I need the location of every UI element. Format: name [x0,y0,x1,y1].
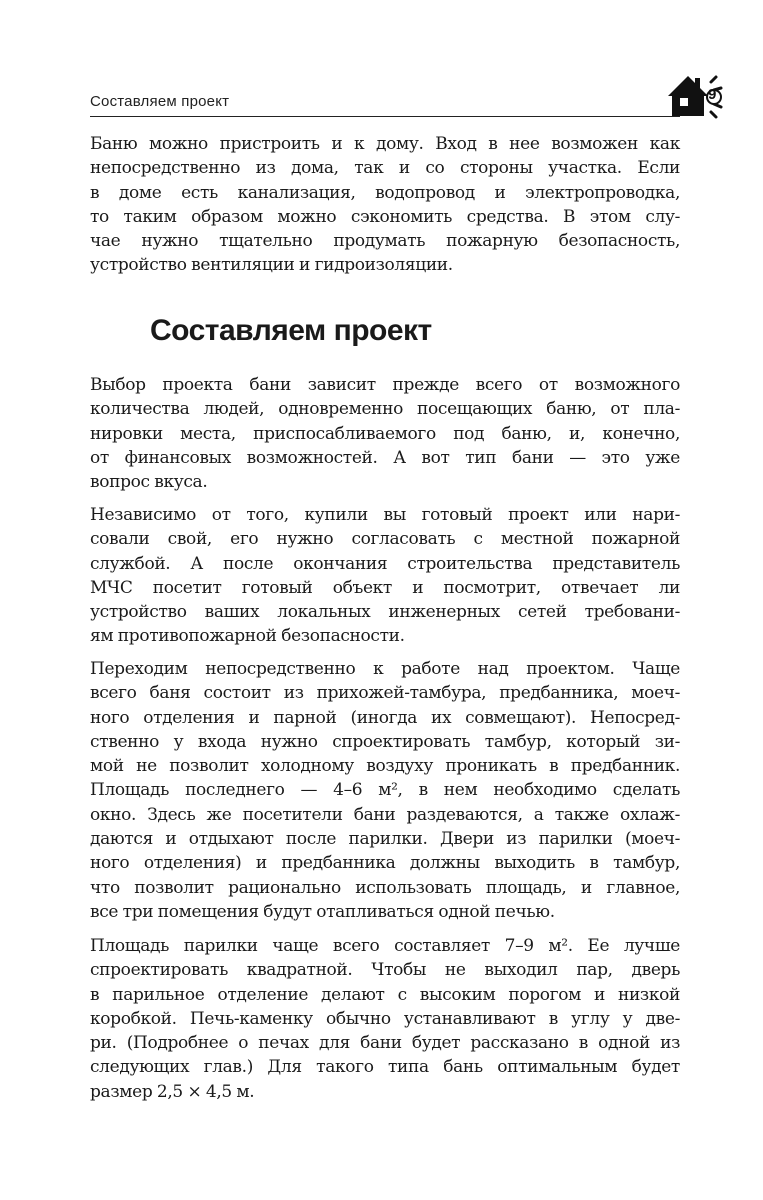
text-line: все три помещения будут отапливаться одной печью. [90,901,555,922]
section-paragraph-1 [90,373,680,494]
text-line: ного отделения) и предбанника должны выходить в тамбур, [90,853,680,874]
text-line: ям противопожарной безопасности. [90,626,405,647]
text-line: ри. (Подробнее о печах для бани будет рассказано в одной из [90,1033,680,1054]
text-line: непосредственно из дома, так и со стороны участка. Если [90,158,680,179]
text-line: в доме есть канализация, водопровод и электропроводка, [90,182,680,203]
text-line: спроектировать квадратной. Чтобы не выходил пар, дверь [90,960,680,981]
section-paragraph-2 [90,503,680,649]
text-line: ного отделения и парной (иногда их совмещают). Непосред- [90,707,680,728]
text-line: Площадь парилки чаще всего составляет 7–9 м². Ее лучше [90,936,680,956]
page-number: 9 [708,86,717,103]
text-line: то таким образом можно сэкономить средства. В этом слу- [90,206,680,227]
text-line: следующих глав.) Для такого типа бань оптимальным будет [90,1057,680,1078]
text-line: окно. Здесь же посетители бани раздеваются, а также охлаж- [90,804,680,825]
text-line: количества людей, одновременно посещающих баню, от пла- [90,399,680,420]
running-head-title: Составляем проект [90,93,230,110]
text-line: от финансовых возможностей. А вот тип бани — это уже [90,447,680,468]
text-line: устройство вентиляции и гидроизоляции. [90,255,453,276]
text-line: Баню можно пристроить и к дому. Вход в нее возможен как [90,134,680,154]
text-line: что позволит рационально использовать площадь, и главное, [90,877,680,898]
text-line: ственно у входа нужно спроектировать тамбур, который зи- [90,731,680,752]
text-line: всего баня состоит из прихожей-тамбура, предбанника, моеч- [90,683,680,704]
text-line: Площадь последнего — 4–6 м², в нем необходимо сделать [90,780,680,801]
text-line: размер 2,5 × 4,5 м. [90,1081,255,1102]
text-line: Независимо от того, купили вы готовый проект или нари- [90,505,680,525]
text-line: нировки места, приспосабливаемого под баню, и, конечно, [90,423,680,444]
text-line: в парильное отделение делают с высоким порогом и низкой [90,984,680,1005]
section-heading: Составляем проект [150,314,432,347]
text-line: коробкой. Печь-каменку обычно устанавливают в углу у две- [90,1008,680,1029]
section-paragraph-4 [90,934,680,1104]
text-line: мой не позволит холодному воздуху проникать в предбанник. [90,756,680,777]
text-line: Переходим непосредственно к работе над проектом. Чаще [90,659,680,679]
text-line: совали свой, его нужно согласовать с местной пожарной [90,529,680,550]
text-line: МЧС посетит готовый объект и посмотрит, отвечает ли [90,577,680,598]
intro-paragraph [90,132,680,278]
text-line: чае нужно тщательно продумать пожарную безопасность, [90,231,680,252]
text-line: даются и отдыхают после парилки. Двери из парилки (моеч- [90,829,680,850]
text-line: вопрос вкуса. [90,472,208,493]
text-line: устройство ваших локальных инженерных сетей требовани- [90,602,680,623]
text-line: службой. А после окончания строительства представитель [90,553,680,574]
header-rule [90,116,680,117]
text-line: Выбор проекта бани зависит прежде всего от возможного [90,375,680,395]
section-paragraph-3 [90,657,680,924]
